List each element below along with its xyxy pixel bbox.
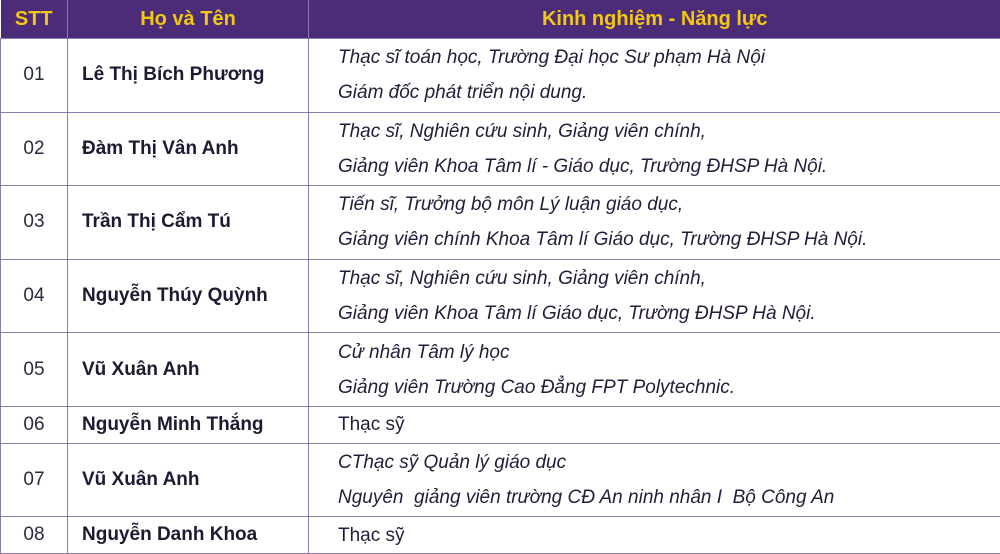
row-stt: 01 [1,39,68,113]
table-row [1,406,1000,443]
row-stt: 04 [1,259,68,333]
experience-line: Giảng viên Trường Cao Đẳng FPT Polytechnic. [338,376,736,398]
experience-line: CThạc sỹ Quản lý giáo dục [338,451,567,473]
row-name: Vũ Xuân Anh [68,443,309,517]
row-experience [309,443,1000,517]
row-name: Trần Thị Cẩm Tú [68,186,309,260]
header-experience: Kinh nghiệm - Năng lực [309,0,1000,39]
experience-line: Giảng viên chính Khoa Tâm lí Giáo dục, Trường ĐHSP Hà Nội. [338,229,868,251]
experience-line: Nguyên giảng viên trường CĐ An ninh nhân I Bộ Công An [338,486,835,508]
table-row [1,39,1000,113]
experience-line: Thạc sỹ [338,524,405,546]
experience-line: Giảng viên Khoa Tâm lí Giáo dục, Trường ĐHSP Hà Nội. [338,302,816,324]
row-experience [309,259,1000,333]
table-row [1,517,1000,554]
row-name: Đàm Thị Vân Anh [68,112,309,186]
row-name: Vũ Xuân Anh [68,333,309,407]
experience-line: Thạc sĩ, Nghiên cứu sinh, Giảng viên chính, [338,267,706,289]
row-name: Nguyễn Danh Khoa [68,517,309,554]
table-header-row [1,0,1000,39]
experience-line: Giảng viên Khoa Tâm lí - Giáo dục, Trường ĐHSP Hà Nội. [338,155,828,177]
table-row [1,112,1000,186]
row-experience [309,112,1000,186]
row-stt: 08 [1,517,68,554]
row-experience [309,406,1000,443]
row-experience [309,39,1000,113]
table-row [1,186,1000,260]
table-row [1,333,1000,407]
header-stt: STT [1,0,68,39]
row-name: Nguyễn Minh Thắng [68,406,309,443]
header-name: Họ và Tên [68,0,309,39]
experience-line: Thạc sỹ [338,414,405,436]
table-row [1,443,1000,517]
row-stt: 07 [1,443,68,517]
row-name: Lê Thị Bích Phương [68,39,309,113]
table-row [1,259,1000,333]
row-experience [309,333,1000,407]
experience-line: Giám đốc phát triển nội dung. [338,82,588,104]
row-experience [309,186,1000,260]
experience-line: Thạc sĩ toán học, Trường Đại học Sư phạm Hà Nội [338,47,766,69]
row-experience [309,517,1000,554]
row-stt: 06 [1,406,68,443]
row-stt: 05 [1,333,68,407]
row-stt: 02 [1,112,68,186]
row-stt: 03 [1,186,68,260]
row-name: Nguyễn Thúy Quỳnh [68,259,309,333]
experience-line: Tiến sĩ, Trưởng bộ môn Lý luận giáo dục, [338,194,684,216]
experience-line: Thạc sĩ, Nghiên cứu sinh, Giảng viên chính, [338,120,706,142]
experience-line: Cử nhân Tâm lý học [338,341,510,363]
